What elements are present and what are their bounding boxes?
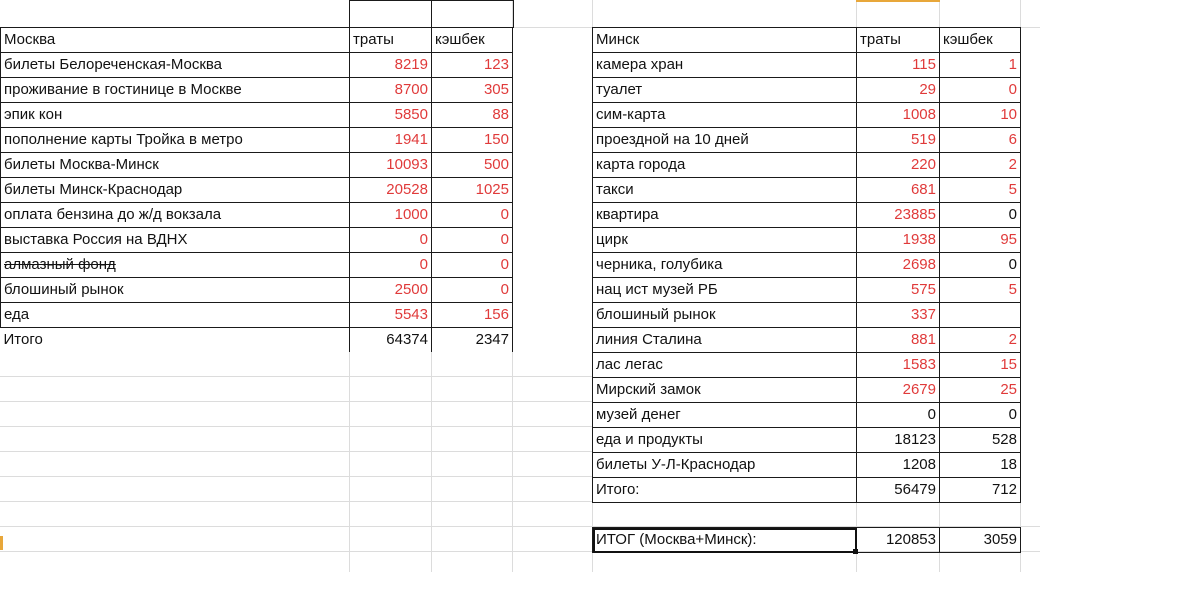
item-name-cell[interactable]: билеты Москва-Минск — [1, 153, 350, 178]
spend-cell[interactable]: 0 — [350, 228, 432, 253]
fill-handle[interactable] — [853, 549, 858, 554]
item-name-cell[interactable]: билеты Белореченская-Москва — [1, 53, 350, 78]
spend-cell[interactable]: 2698 — [857, 253, 940, 278]
item-name-cell[interactable]: билеты У-Л-Краснодар — [593, 453, 857, 478]
total-label-cell[interactable]: Итого: — [593, 478, 857, 503]
cashback-cell[interactable]: 0 — [940, 78, 1021, 103]
cashback-cell[interactable]: 6 — [940, 128, 1021, 153]
spend-cell[interactable]: 10093 — [350, 153, 432, 178]
grand-total-table — [592, 527, 1021, 553]
table-row — [593, 178, 1021, 203]
header-cashback[interactable]: кэшбек — [940, 28, 1021, 53]
column-stub — [431, 0, 514, 28]
item-name-cell[interactable]: музей денег — [593, 403, 857, 428]
spend-cell[interactable]: 18123 — [857, 428, 940, 453]
table-row — [1, 228, 513, 253]
cashback-cell[interactable]: 10 — [940, 103, 1021, 128]
cashback-cell[interactable]: 2 — [940, 153, 1021, 178]
item-name-cell[interactable]: Мирский замок — [593, 378, 857, 403]
cashback-cell[interactable]: 0 — [940, 253, 1021, 278]
cashback-cell[interactable]: 15 — [940, 353, 1021, 378]
item-name-cell[interactable]: блошиный рынок — [1, 278, 350, 303]
item-name-cell[interactable]: лас легас — [593, 353, 857, 378]
cashback-cell[interactable]: 150 — [432, 128, 513, 153]
item-name-cell[interactable]: камера хран — [593, 53, 857, 78]
cashback-cell[interactable]: 88 — [432, 103, 513, 128]
table-row — [593, 378, 1021, 403]
item-name-cell[interactable]: такси — [593, 178, 857, 203]
header-city[interactable]: Минск — [593, 28, 857, 53]
cashback-cell[interactable]: 0 — [432, 278, 513, 303]
table-row — [593, 453, 1021, 478]
total-row — [1, 328, 513, 353]
table-row — [1, 153, 513, 178]
header-cashback[interactable]: кэшбек — [432, 28, 513, 53]
grand-total-cashback-cell[interactable]: 3059 — [940, 528, 1021, 553]
spend-cell[interactable]: 881 — [857, 328, 940, 353]
item-name-cell[interactable]: туалет — [593, 78, 857, 103]
item-name-cell[interactable]: оплата бензина до ж/д вокзала — [1, 203, 350, 228]
item-name-cell[interactable]: карта города — [593, 153, 857, 178]
item-name-cell[interactable]: цирк — [593, 228, 857, 253]
table-row — [593, 353, 1021, 378]
spend-cell[interactable]: 1008 — [857, 103, 940, 128]
spend-cell[interactable]: 2500 — [350, 278, 432, 303]
cashback-cell[interactable]: 5 — [940, 278, 1021, 303]
table-row — [1, 303, 513, 328]
column-stub — [349, 0, 432, 28]
spend-cell[interactable]: 2679 — [857, 378, 940, 403]
grand-total-label-cell[interactable]: ИТОГ (Москва+Минск): — [593, 528, 857, 553]
spend-cell[interactable]: 0 — [857, 403, 940, 428]
header-spend[interactable]: траты — [857, 28, 940, 53]
spend-cell[interactable]: 337 — [857, 303, 940, 328]
spend-cell[interactable]: 23885 — [857, 203, 940, 228]
spend-cell[interactable]: 5543 — [350, 303, 432, 328]
item-name-cell[interactable]: еда — [1, 303, 350, 328]
cashback-cell[interactable]: 0 — [432, 253, 513, 278]
cashback-cell[interactable] — [940, 303, 1021, 328]
item-name-cell[interactable]: еда и продукты — [593, 428, 857, 453]
item-name-cell[interactable]: квартира — [593, 203, 857, 228]
spend-cell[interactable]: 8219 — [350, 53, 432, 78]
cashback-cell[interactable]: 1 — [940, 53, 1021, 78]
cashback-cell[interactable]: 1025 — [432, 178, 513, 203]
spend-cell[interactable]: 5850 — [350, 103, 432, 128]
moscow-expenses-table — [0, 27, 513, 352]
table-row — [593, 153, 1021, 178]
spend-cell[interactable]: 220 — [857, 153, 940, 178]
spend-cell[interactable]: 575 — [857, 278, 940, 303]
total-spend-cell[interactable]: 64374 — [350, 328, 432, 353]
total-cashback-cell[interactable]: 2347 — [432, 328, 513, 353]
spend-cell[interactable]: 29 — [857, 78, 940, 103]
cashback-cell[interactable]: 305 — [432, 78, 513, 103]
table-row — [593, 328, 1021, 353]
cashback-cell[interactable]: 156 — [432, 303, 513, 328]
table-row — [1, 253, 513, 278]
cashback-cell[interactable]: 0 — [940, 403, 1021, 428]
total-row — [593, 478, 1021, 503]
cashback-cell[interactable]: 95 — [940, 228, 1021, 253]
header-spend[interactable]: траты — [350, 28, 432, 53]
spend-cell[interactable]: 1208 — [857, 453, 940, 478]
table-header-row — [1, 28, 513, 53]
cashback-cell[interactable]: 5 — [940, 178, 1021, 203]
table-row — [593, 103, 1021, 128]
item-name-cell[interactable]: билеты Минск-Краснодар — [1, 178, 350, 203]
spend-cell[interactable]: 0 — [350, 253, 432, 278]
total-label-cell[interactable]: Итого — [1, 328, 350, 353]
spend-cell[interactable]: 1941 — [350, 128, 432, 153]
item-name-cell[interactable]: нац ист музей РБ — [593, 278, 857, 303]
item-name-cell[interactable]: алмазный фонд — [1, 253, 350, 278]
table-row — [593, 428, 1021, 453]
item-name-cell[interactable]: пополнение карты Тройка в метро — [1, 128, 350, 153]
item-name-cell[interactable]: проживание в гостинице в Москве — [1, 78, 350, 103]
spend-cell[interactable]: 1583 — [857, 353, 940, 378]
table-row — [1, 278, 513, 303]
item-name-cell[interactable]: эпик кон — [1, 103, 350, 128]
table-row — [593, 253, 1021, 278]
spend-cell[interactable]: 1000 — [350, 203, 432, 228]
table-row — [593, 53, 1021, 78]
cashback-cell[interactable]: 528 — [940, 428, 1021, 453]
spend-cell[interactable]: 8700 — [350, 78, 432, 103]
table-row — [593, 128, 1021, 153]
grand-total-row — [593, 528, 1021, 553]
table-header-row — [593, 28, 1021, 53]
table-row — [1, 128, 513, 153]
table-row — [1, 103, 513, 128]
minsk-expenses-table — [592, 27, 1021, 503]
cashback-cell[interactable]: 0 — [432, 203, 513, 228]
cashback-cell[interactable]: 0 — [940, 203, 1021, 228]
cashback-cell[interactable]: 123 — [432, 53, 513, 78]
header-city[interactable]: Москва — [1, 28, 350, 53]
table-row — [1, 78, 513, 103]
item-name-cell[interactable]: проездной на 10 дней — [593, 128, 857, 153]
table-row — [593, 403, 1021, 428]
cashback-cell[interactable]: 500 — [432, 153, 513, 178]
table-row — [1, 203, 513, 228]
grand-total-spend-cell[interactable]: 120853 — [857, 528, 940, 553]
cashback-cell[interactable]: 25 — [940, 378, 1021, 403]
cashback-cell[interactable]: 18 — [940, 453, 1021, 478]
cashback-cell[interactable]: 2 — [940, 328, 1021, 353]
table-row — [593, 228, 1021, 253]
cell-accent — [856, 0, 940, 2]
cashback-cell[interactable]: 0 — [432, 228, 513, 253]
item-name-cell[interactable]: сим-карта — [593, 103, 857, 128]
table-row — [593, 203, 1021, 228]
table-row — [593, 278, 1021, 303]
spend-cell[interactable]: 681 — [857, 178, 940, 203]
cell-accent — [0, 536, 3, 550]
total-spend-cell[interactable]: 56479 — [857, 478, 940, 503]
item-name-cell[interactable]: выставка Россия на ВДНХ — [1, 228, 350, 253]
spend-cell[interactable]: 519 — [857, 128, 940, 153]
total-cashback-cell[interactable]: 712 — [940, 478, 1021, 503]
table-row — [1, 53, 513, 78]
item-name-cell[interactable]: блошиный рынок — [593, 303, 857, 328]
table-row — [593, 78, 1021, 103]
item-name-cell[interactable]: линия Сталина — [593, 328, 857, 353]
table-row — [593, 303, 1021, 328]
table-row — [1, 178, 513, 203]
item-name-cell[interactable]: черника, голубика — [593, 253, 857, 278]
spend-cell[interactable]: 115 — [857, 53, 940, 78]
spend-cell[interactable]: 1938 — [857, 228, 940, 253]
spend-cell[interactable]: 20528 — [350, 178, 432, 203]
